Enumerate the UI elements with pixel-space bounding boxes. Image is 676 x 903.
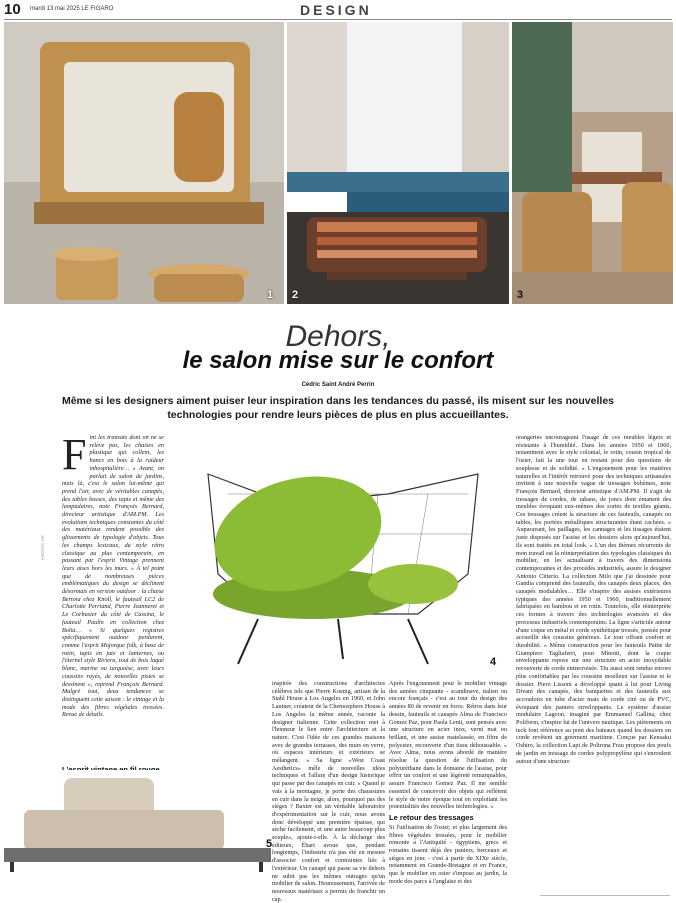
photo-2-number: 2	[292, 289, 299, 301]
photo-1-number: 1	[267, 289, 274, 301]
standfirst: Même si les designers aiment puiser leur inspiration dans les tendances du passé, ils misent sur les nouvelles technologies pour rendre leurs pièces de plus en plus accueillantes.	[61, 395, 615, 421]
column-1	[62, 430, 164, 782]
column-3-body: Après l'engouement pour le mobilier vintage des années cinquante - scandinave, italien ou encore français - c'est au tour du design des années 80 de revenir en force. Rétros dans leur dessin, fauteuils et canapés Alma de Francisco Gomez Paz, pour Paola Lenti, sont pensés avec une structure en acier inox, verni mat ou brillant, et une assise matelassée, en fibre de polyester, recouverte d'un tissu déhoussable. « Avec Alma, nous avons abordé de manière résolue la question de l'utilisation du polyuréthane dans le domaine de l'assise, pour offrir un confort et une légèreté remarquables, assure Francisco Gomez Paz. Il me semble essentiel de concevoir des objets qui reflètent le style de notre époque tout en exploitant les potentialités des nouvelles technologies. »	[389, 680, 507, 811]
header-rule	[4, 19, 672, 20]
photo-5-image	[4, 770, 271, 888]
page-number: 10	[4, 1, 21, 18]
section-rubric: DESIGN	[300, 2, 372, 18]
photo-4-image	[168, 434, 513, 672]
photo-credit: PHOTOS: DR	[40, 535, 45, 560]
photo-1	[4, 22, 284, 304]
headline-line-1: Dehors,	[285, 320, 391, 353]
column-3	[389, 680, 507, 892]
headline-line-2: le salon mise sur le confort	[182, 347, 494, 374]
photo-3-image	[512, 22, 673, 304]
dropcap: F	[62, 430, 87, 479]
column-2	[272, 680, 385, 903]
bottom-rule	[540, 895, 670, 896]
photo-3	[512, 22, 673, 304]
column-2-body: inspirée des constructions d'architectes célèbres tels que Pierre Koenig, artisan de la Stahl House à Los Angeles en 1960, et John Lautner, créateur de la Chemosphere House à Los Angeles la même année, raconte la designer italienne. Cette collection met à l'honneur le lien entre l'architecture et la nature. C'est l'idée de ces grandes maisons avec de grandes terrasses, des murs en verre, où espaces intérieurs et extérieurs se mélangent. » Sa ligne «West Coast Aesthetics» mêle de nouvelles idées techniques et l'allure d'un design historique qui passe par des canapés en cuir. « Quand je vais à la montagne, je porte des chaussures en cuir dans la neige, alors, pourquoi pas des sièges ? Baxter est un véritable laboratoire d'expérimentation sur le cuir, nous avons donc développé une première épaisse, qui sèche facilement, et une autre beaucoup plus souple», ajoute-t-elle. À la décharge des éditeurs, Ébart avoue que, pendant longtemps, l'industrie n'a pas été en mesure d'associer confort et contraintes liés à l'extérieur. Un canapé qui passe sa vie dehors ne subit pas les mêmes outrages qu'un mobilier de salon. Heureusement, l'arrivée de nouveaux matériaux a permis de franchir un cap.	[272, 680, 385, 903]
photo-5	[4, 770, 271, 888]
photo-5-number: 5	[266, 838, 273, 850]
photo-1-image	[4, 22, 284, 304]
subhead-tressages: Le retour des tressages	[389, 812, 474, 822]
photo-2	[287, 22, 509, 304]
dateline: mardi 13 mai 2025 LE FIGARO	[30, 6, 114, 12]
byline: Cédric Saint André Perrin	[301, 382, 375, 388]
column-3-body-2: Si l'utilisation de l'osier, et plus largement des fibres végétales tressées, pour le mobilier remonte à l'Antiquité - égyptiens, grecs et romains tissent déjà des paniers, berceaux et sièges en jonc - c'est à partir du XIXe siècle, notamment en Grande-Bretagne et en France, que le mobilier en osier s'impose au jardin, la mode des parcs à l'anglaise et des	[389, 823, 507, 885]
photo-4-number: 4	[490, 656, 497, 668]
column-4-body: orangeries encourageant l'usage de ces meubles légers et résistants à l'humidité. Dans les années 1950 et 1960, notamment avec le style colonial, le rotin, cousin tropical de l'osier, fait la une tout en restant pour des questions de souplesse et de solidité. « L'engouement pour les matières naturelles et l'intérêt retrouvé pour des techniques artisanales invitent à une nouvelle vague de tressages bohèmes, note François Bernard, directeur artistique d'AM.PM. Il s'agit de tressages de cordes, de rabans, de joncs dont émanent des meubles évoquant eux-mêmes des sortes de textiles géants. Ces tressages créent la structure de ces fauteuils, canapés ou tables, les portées métalliques structurantes étant cachées. » Auparavant, les paillages, les cannages et les tissages étaient juste disposés sur l'assise et les dossiers alors qu'aujourd'hui, ils sont traités en total look. « L'un des thèmes récurrents de mon travail est la réinterprétation des typologies classiques du mobilier, en les actualisant à travers des dimensions contemporaines et des procédés industriels, assure le designer Antonio Citterio. La collection Milo que j'ai dessinée pour Gandia comprend des fauteuils, des canapés deux places, des canapés modulables… Elle s'inspire des assises extérieures typiques des années 1950 et 1960, traditionnellement fabriquées en bambou et en rotin. Toutefois, elle réinterprète ces formes à travers des technologies avancées et des processus industriels contemporains. La ligne s'articule autour d'une coque en métal et corde synthétique tressée, pensée pour accueillir des coussins généreux. Le tout offrant confort et durabilité. » Même construction pour les fauteuils Pattie de Giampiero Tagliaferri, pour Minotti, dont la coque enveloppante repose sur une structure en acier inoxydable recouverte de corde entrecroisée. Tiu aussi sont rendus encore plus confortables par les coussins moelleux sur l'assise et le dossier. Piero Lissoni a développé quant à lui pour Living Divani des canapés, des banquettes et des fauteuils aux accoudoirs en tube d'acier mais de corde ciré ou de PVC, évoquant des paniers enveloppants. Le système d'assise modulaire Lagoon, imaginé par Emmanuel Gallina, chez Poliform, s'inspire lui de l'univers nautique. Les piètements en teck font référence au pont des bateaux quand les dossiers en corde revêtent un gréement maritime. Conçue par Kensaku Oshiro, la collection Lapi de Poltrona Frau propose des poufs de jardin en tressage de cordes polypropylène qui s'enroulent autour d'une structure	[516, 434, 671, 765]
photo-3-number: 3	[517, 289, 524, 301]
photo-4	[168, 434, 513, 672]
column-4	[516, 434, 671, 890]
column-1-intro: ini les transats dont on ne se relève pas, les chaises en plastique qui collent, les bancs en bois à la raideur inhospitalière… « Avant, on parlait de salon de jardins, mais là, c'est le salon lui-même qui prend l'air, avec de véritables canapés, des tables basses, des tapis et même des lampadaires, note François Bernard, directeur artistique d'AM.PM. Les évolutions techniques constantes du côté des matériaux rendent possible des glissements de typologie d'objets. Tous les champs lexicaux, du style rétro classique au plus contemporain, en passant par l'esprit Vintage prennent leurs aises hors les murs. » À tel point que de nombreuses pièces emblématiques du design se déclinent désormais en version outdoor : la chaise Bertoia chez Knoll, le fauteuil LC2 de Charlotte Perriand, Pierre Jeanneret et Le Corbusier du côté de Cassina, le fauteuil Paulin en collection chez Bolia… « Si quelques registres spécifiquement outdoor perdurent, comme l'esprit Majorque folk, à base de rotin, tapis en jute et lanternes, ou l'éternel style Riviera, tout de bois laqué blanc, marine ou turquoise, avec leurs coussins rayés, de nouvelles pistes se dessinent », reprend François Bernard. Malgré tout, deux tendances se distinguent cette saison : le vintage et la mode des fibres végétales tressées. Revue de détails.	[62, 434, 164, 719]
photo-2-image	[287, 22, 509, 304]
